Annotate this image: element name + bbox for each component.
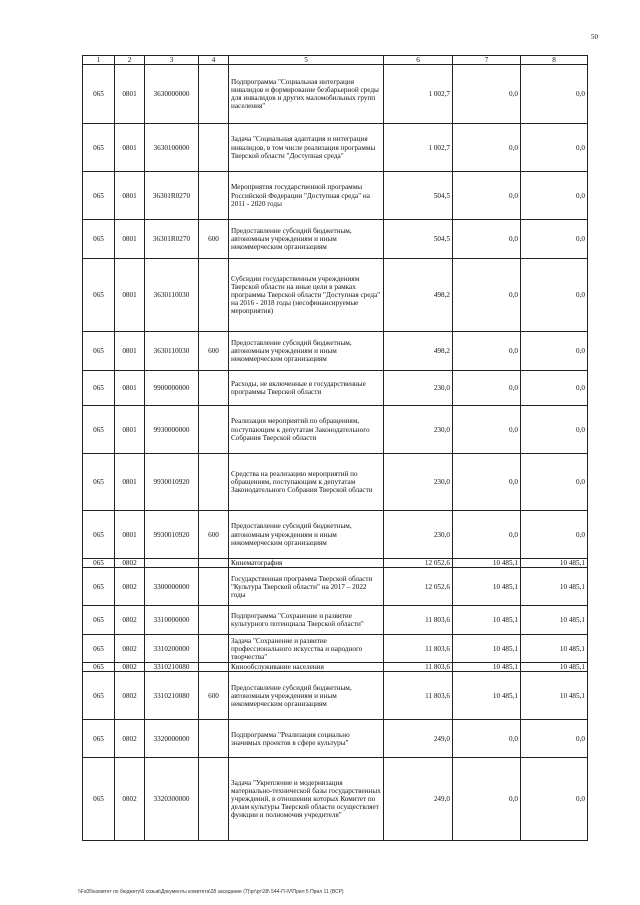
header-cell: 1 bbox=[83, 56, 115, 65]
cell-vr bbox=[199, 124, 229, 172]
cell-sum: 1 002,7 bbox=[384, 124, 453, 172]
cell-rz: 0801 bbox=[115, 371, 145, 406]
cell-vr bbox=[199, 720, 229, 758]
cell-rz: 0802 bbox=[115, 672, 145, 720]
cell-rz: 0801 bbox=[115, 65, 145, 124]
cell-cs: 9930010920 bbox=[145, 454, 199, 511]
cell-ved: 065 bbox=[83, 511, 115, 559]
cell-rz: 0802 bbox=[115, 559, 145, 568]
table-row bbox=[83, 332, 588, 371]
cell-year2: 0,0 bbox=[521, 172, 588, 220]
cell-year2: 0,0 bbox=[521, 65, 588, 124]
cell-vr bbox=[199, 172, 229, 220]
cell-vr bbox=[199, 568, 229, 606]
cell-cs bbox=[145, 559, 199, 568]
cell-year2: 0,0 bbox=[521, 371, 588, 406]
cell-cs: 3320000000 bbox=[145, 720, 199, 758]
cell-ved: 065 bbox=[83, 406, 115, 454]
cell-year2: 10 485,1 bbox=[521, 559, 588, 568]
cell-rz: 0801 bbox=[115, 172, 145, 220]
cell-name: Задача "Социальная адаптация и интеграция инвалидов, в том числе реализация программы Тверской области "Доступная среда" bbox=[229, 124, 384, 172]
table-row bbox=[83, 220, 588, 259]
table-header-row bbox=[83, 56, 588, 65]
cell-sum: 11 803,6 bbox=[384, 663, 453, 672]
cell-year2: 10 485,1 bbox=[521, 663, 588, 672]
cell-name: Задача "Сохранение и развитие профессионального искусства и народного творчества" bbox=[229, 635, 384, 663]
cell-sum: 498,2 bbox=[384, 259, 453, 332]
cell-year1: 10 485,1 bbox=[453, 663, 521, 672]
cell-cs: 36301R0270 bbox=[145, 220, 199, 259]
cell-name: Задача "Укрепление и модернизация материально-технической базы государственных учреждений, в отношении которых Комитет по делам культуры Тверской области осуществляет функции и полномочия учредителя" bbox=[229, 758, 384, 841]
cell-sum: 12 052,6 bbox=[384, 568, 453, 606]
cell-sum: 11 803,6 bbox=[384, 672, 453, 720]
cell-name: Реализация мероприятий по обращениям, поступающим к депутатам Законодательного Собрания Тверской области bbox=[229, 406, 384, 454]
cell-cs: 9930010920 bbox=[145, 511, 199, 559]
cell-vr: 600 bbox=[199, 511, 229, 559]
table-row bbox=[83, 65, 588, 124]
cell-year1: 0,0 bbox=[453, 220, 521, 259]
table-row bbox=[83, 606, 588, 635]
cell-year1: 0,0 bbox=[453, 454, 521, 511]
cell-ved: 065 bbox=[83, 332, 115, 371]
header-cell: 3 bbox=[145, 56, 199, 65]
cell-sum: 504,5 bbox=[384, 172, 453, 220]
cell-sum: 12 052,6 bbox=[384, 559, 453, 568]
cell-cs: 3630110030 bbox=[145, 259, 199, 332]
header-cell: 6 bbox=[384, 56, 453, 65]
cell-ved: 065 bbox=[83, 568, 115, 606]
cell-vr bbox=[199, 606, 229, 635]
cell-vr: 600 bbox=[199, 220, 229, 259]
cell-year2: 0,0 bbox=[521, 259, 588, 332]
table-row bbox=[83, 406, 588, 454]
cell-name: Предоставление субсидий бюджетным, автономным учреждениям и иным некоммерческим организациям bbox=[229, 672, 384, 720]
cell-cs: 3320300000 bbox=[145, 758, 199, 841]
cell-year2: 0,0 bbox=[521, 758, 588, 841]
cell-name: Субсидии государственным учреждениям Тверской области на иные цели в рамках программы Тверской области "Доступная среда" на 2016 - 2018 годы (несофинансируемые мероприятия) bbox=[229, 259, 384, 332]
cell-ved: 065 bbox=[83, 663, 115, 672]
cell-year1: 10 485,1 bbox=[453, 606, 521, 635]
cell-ved: 065 bbox=[83, 672, 115, 720]
cell-cs: 36301R0270 bbox=[145, 172, 199, 220]
cell-year1: 0,0 bbox=[453, 259, 521, 332]
header-cell: 4 bbox=[199, 56, 229, 65]
cell-name: Подпрограмма "Сохранение и развитие культурного потенциала Тверской области" bbox=[229, 606, 384, 635]
cell-sum: 504,5 bbox=[384, 220, 453, 259]
cell-ved: 065 bbox=[83, 371, 115, 406]
cell-cs: 3630100000 bbox=[145, 124, 199, 172]
cell-vr: 600 bbox=[199, 332, 229, 371]
cell-cs: 3300000000 bbox=[145, 568, 199, 606]
cell-year1: 10 485,1 bbox=[453, 672, 521, 720]
cell-year2: 0,0 bbox=[521, 332, 588, 371]
cell-year2: 0,0 bbox=[521, 406, 588, 454]
cell-ved: 065 bbox=[83, 172, 115, 220]
table-row bbox=[83, 454, 588, 511]
cell-year2: 10 485,1 bbox=[521, 606, 588, 635]
cell-ved: 065 bbox=[83, 720, 115, 758]
cell-sum: 230,0 bbox=[384, 406, 453, 454]
cell-vr bbox=[199, 635, 229, 663]
header-cell: 2 bbox=[115, 56, 145, 65]
cell-ved: 065 bbox=[83, 559, 115, 568]
table-row bbox=[83, 371, 588, 406]
table-row bbox=[83, 672, 588, 720]
cell-sum: 11 803,6 bbox=[384, 606, 453, 635]
cell-year1: 10 485,1 bbox=[453, 559, 521, 568]
table-row bbox=[83, 259, 588, 332]
cell-cs: 3310200000 bbox=[145, 635, 199, 663]
cell-cs: 3310210080 bbox=[145, 672, 199, 720]
cell-vr: 600 bbox=[199, 672, 229, 720]
table-row bbox=[83, 663, 588, 672]
cell-name: Средства на реализацию мероприятий по обращениям, поступающим к депутатам Законодательного Собрания Тверской области bbox=[229, 454, 384, 511]
cell-cs: 9900000000 bbox=[145, 371, 199, 406]
cell-cs: 3630110030 bbox=[145, 332, 199, 371]
cell-rz: 0802 bbox=[115, 635, 145, 663]
cell-year2: 0,0 bbox=[521, 220, 588, 259]
cell-ved: 065 bbox=[83, 635, 115, 663]
cell-name: Подпрограмма "Реализация социально значимых проектов в сфере культуры" bbox=[229, 720, 384, 758]
cell-rz: 0802 bbox=[115, 720, 145, 758]
cell-vr bbox=[199, 371, 229, 406]
page-number: 50 bbox=[591, 33, 598, 41]
header-cell: 5 bbox=[229, 56, 384, 65]
cell-name: Государственная программа Тверской области "Культура Тверской области" на 2017 – 2022 годы bbox=[229, 568, 384, 606]
cell-year1: 0,0 bbox=[453, 332, 521, 371]
table-row bbox=[83, 124, 588, 172]
cell-year1: 0,0 bbox=[453, 758, 521, 841]
cell-ved: 065 bbox=[83, 758, 115, 841]
cell-name: Подпрограмма "Социальная интеграция инвалидов и формирование безбарьерной среды для инвалидов и других маломобильных групп населения" bbox=[229, 65, 384, 124]
cell-name: Кинообслуживание населения bbox=[229, 663, 384, 672]
cell-rz: 0801 bbox=[115, 124, 145, 172]
table-row bbox=[83, 172, 588, 220]
cell-year2: 10 485,1 bbox=[521, 672, 588, 720]
table-row bbox=[83, 568, 588, 606]
table-row bbox=[83, 511, 588, 559]
cell-sum: 1 002,7 bbox=[384, 65, 453, 124]
cell-cs: 3630000000 bbox=[145, 65, 199, 124]
cell-ved: 065 bbox=[83, 606, 115, 635]
header-cell: 7 bbox=[453, 56, 521, 65]
cell-rz: 0802 bbox=[115, 568, 145, 606]
cell-name: Предоставление субсидий бюджетным, автономным учреждениям и иным некоммерческим организациям bbox=[229, 332, 384, 371]
cell-year1: 0,0 bbox=[453, 720, 521, 758]
cell-year2: 0,0 bbox=[521, 720, 588, 758]
cell-year2: 10 485,1 bbox=[521, 635, 588, 663]
cell-rz: 0801 bbox=[115, 332, 145, 371]
cell-rz: 0801 bbox=[115, 220, 145, 259]
cell-rz: 0802 bbox=[115, 606, 145, 635]
cell-cs: 3310210080 bbox=[145, 663, 199, 672]
header-cell: 8 bbox=[521, 56, 588, 65]
cell-ved: 065 bbox=[83, 124, 115, 172]
cell-name: Предоставление субсидий бюджетным, автономным учреждениям и иным некоммерческим организациям bbox=[229, 220, 384, 259]
cell-ved: 065 bbox=[83, 65, 115, 124]
cell-ved: 065 bbox=[83, 220, 115, 259]
cell-name: Мероприятия государственной программы Российской Федерации "Доступная среда" на 2011 - 2020 годы bbox=[229, 172, 384, 220]
cell-sum: 11 803,6 bbox=[384, 635, 453, 663]
cell-sum: 249,0 bbox=[384, 758, 453, 841]
cell-year1: 10 485,1 bbox=[453, 568, 521, 606]
cell-year1: 0,0 bbox=[453, 124, 521, 172]
cell-vr bbox=[199, 758, 229, 841]
cell-rz: 0802 bbox=[115, 758, 145, 841]
cell-sum: 230,0 bbox=[384, 371, 453, 406]
cell-year2: 0,0 bbox=[521, 124, 588, 172]
cell-year1: 0,0 bbox=[453, 511, 521, 559]
cell-rz: 0801 bbox=[115, 511, 145, 559]
footer-file-path: \\Fs05\комитет по бюджету\6 созыв\Документы комитета\28 заседание (7)\рг\рг\28\ 544-П-IV\Прил 5 Прил 11 (ВСР) bbox=[78, 889, 344, 895]
cell-sum: 230,0 bbox=[384, 511, 453, 559]
cell-name: Кинематография bbox=[229, 559, 384, 568]
cell-ved: 065 bbox=[83, 454, 115, 511]
cell-year1: 0,0 bbox=[453, 65, 521, 124]
cell-vr bbox=[199, 559, 229, 568]
cell-year2: 10 485,1 bbox=[521, 568, 588, 606]
cell-year1: 0,0 bbox=[453, 406, 521, 454]
cell-vr bbox=[199, 406, 229, 454]
cell-year1: 10 485,1 bbox=[453, 635, 521, 663]
table-row bbox=[83, 758, 588, 841]
cell-cs: 9930000000 bbox=[145, 406, 199, 454]
cell-name: Предоставление субсидий бюджетным, автономным учреждениям и иным некоммерческим организациям bbox=[229, 511, 384, 559]
cell-name: Расходы, не включенные в государственные программы Тверской области bbox=[229, 371, 384, 406]
cell-vr bbox=[199, 663, 229, 672]
cell-rz: 0801 bbox=[115, 454, 145, 511]
cell-vr bbox=[199, 259, 229, 332]
cell-rz: 0801 bbox=[115, 406, 145, 454]
cell-sum: 249,0 bbox=[384, 720, 453, 758]
table-row bbox=[83, 635, 588, 663]
cell-sum: 230,0 bbox=[384, 454, 453, 511]
cell-ved: 065 bbox=[83, 259, 115, 332]
cell-cs: 3310000000 bbox=[145, 606, 199, 635]
cell-vr bbox=[199, 454, 229, 511]
table-row bbox=[83, 559, 588, 568]
cell-vr bbox=[199, 65, 229, 124]
cell-sum: 498,2 bbox=[384, 332, 453, 371]
budget-table bbox=[82, 55, 588, 841]
cell-year2: 0,0 bbox=[521, 511, 588, 559]
cell-rz: 0802 bbox=[115, 663, 145, 672]
cell-year1: 0,0 bbox=[453, 172, 521, 220]
cell-year2: 0,0 bbox=[521, 454, 588, 511]
cell-rz: 0801 bbox=[115, 259, 145, 332]
cell-year1: 0,0 bbox=[453, 371, 521, 406]
table-row bbox=[83, 720, 588, 758]
